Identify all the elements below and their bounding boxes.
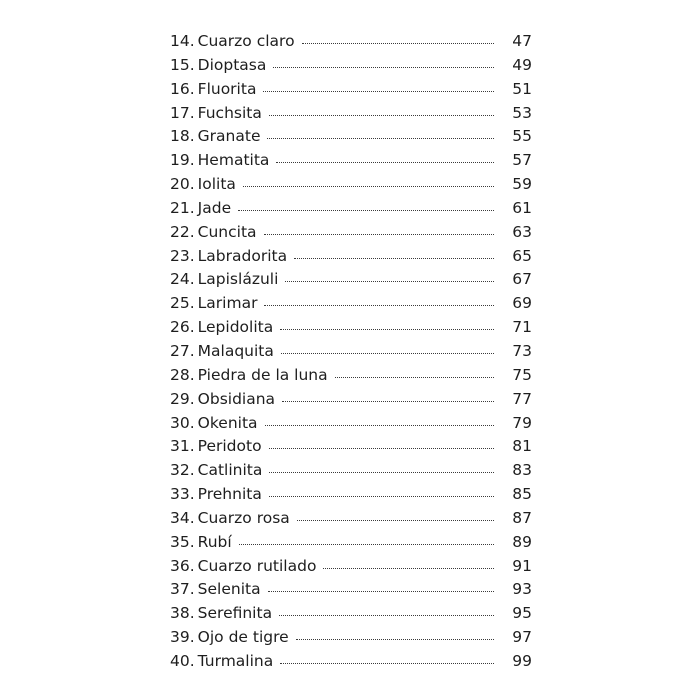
- toc-entry-number: 34.: [170, 508, 195, 527]
- toc-entry-title: Prehnita: [197, 485, 262, 504]
- toc-entry-page-number: 91: [512, 556, 532, 575]
- toc-entry: [170, 197, 532, 221]
- toc-dot-leader: [294, 257, 494, 259]
- toc-entry-page-number: 51: [512, 79, 532, 98]
- toc-dot-leader: [268, 590, 494, 592]
- toc-dot-leader: [267, 137, 494, 139]
- toc-entry-title: Iolita: [197, 175, 236, 194]
- toc-entry: [170, 316, 532, 340]
- toc-entry-number: 37.: [170, 580, 195, 599]
- toc-entry-page-number: 75: [512, 365, 532, 384]
- toc-entry-number: 30.: [170, 413, 195, 432]
- toc-entry-page-number: 87: [512, 508, 532, 527]
- toc-dot-leader: [269, 495, 494, 497]
- toc-entry-title: Fluorita: [197, 79, 257, 98]
- toc-entry-number: 20.: [170, 175, 195, 194]
- toc-dot-leader: [265, 424, 494, 426]
- toc-entry-page-number: 89: [512, 532, 532, 551]
- toc-entry-number: 23.: [170, 246, 195, 265]
- toc-entry-number: 15.: [170, 55, 195, 74]
- toc-entry-title: Jade: [197, 198, 232, 217]
- toc-entry-number: 40.: [170, 651, 195, 670]
- toc-dot-leader: [296, 638, 494, 640]
- toc-entry-title: Malaquita: [197, 341, 274, 360]
- toc-dot-leader: [269, 114, 494, 116]
- toc-entry: [170, 602, 532, 626]
- toc-entry-title: Cuarzo rutilado: [197, 556, 317, 575]
- toc-entry-page-number: 85: [512, 485, 532, 504]
- toc-entry: [170, 388, 532, 412]
- toc-entry: [170, 412, 532, 436]
- toc-entry-page-number: 93: [512, 580, 532, 599]
- toc-entry-title: Cuarzo rosa: [197, 508, 290, 527]
- toc-dot-leader: [238, 209, 494, 211]
- toc-dot-leader: [280, 662, 494, 664]
- toc-entry-title: Hematita: [197, 151, 270, 170]
- toc-entry-number: 16.: [170, 79, 195, 98]
- toc-entry: [170, 650, 532, 674]
- toc-dot-leader: [269, 471, 494, 473]
- toc-entry-title: Serefinita: [197, 604, 273, 623]
- toc-entry-title: Labradorita: [197, 246, 288, 265]
- toc-entry-number: 14.: [170, 32, 195, 50]
- toc-entry-title: Cuncita: [197, 222, 257, 241]
- table-of-contents: [170, 30, 532, 674]
- toc-entry-page-number: 67: [512, 270, 532, 289]
- toc-entry: [170, 364, 532, 388]
- toc-entry: [170, 555, 532, 579]
- toc-entry-title: Larimar: [197, 294, 258, 313]
- toc-entry: [170, 30, 532, 54]
- toc-entry-number: 21.: [170, 198, 195, 217]
- toc-entry-page-number: 49: [512, 55, 532, 74]
- toc-entry: [170, 578, 532, 602]
- toc-entry-title: Dioptasa: [197, 55, 267, 74]
- toc-entry-number: 26.: [170, 318, 195, 337]
- toc-entry-number: 28.: [170, 365, 195, 384]
- toc-entry: [170, 245, 532, 269]
- toc-entry-number: 36.: [170, 556, 195, 575]
- toc-entry-title: Fuchsita: [197, 103, 262, 122]
- toc-dot-leader: [279, 614, 494, 616]
- toc-dot-leader: [335, 376, 494, 378]
- toc-entry-title: Obsidiana: [197, 389, 276, 408]
- toc-entry-number: 17.: [170, 103, 195, 122]
- toc-entry-page-number: 71: [512, 318, 532, 337]
- toc-entry: [170, 125, 532, 149]
- toc-dot-leader: [243, 185, 494, 187]
- toc-entry-title: Peridoto: [197, 437, 262, 456]
- toc-dot-leader: [276, 161, 494, 163]
- toc-entry: [170, 531, 532, 555]
- toc-entry: [170, 221, 532, 245]
- toc-dot-leader: [239, 543, 494, 545]
- toc-entry-number: 25.: [170, 294, 195, 313]
- toc-dot-leader: [264, 304, 494, 306]
- toc-entry-page-number: 79: [512, 413, 532, 432]
- toc-entry: [170, 340, 532, 364]
- toc-entry: [170, 292, 532, 316]
- toc-entry-title: Lapislázuli: [197, 270, 279, 289]
- toc-entry-title: Piedra de la luna: [197, 365, 328, 384]
- toc-dot-leader: [297, 519, 494, 521]
- toc-entry-title: Lepidolita: [197, 318, 274, 337]
- toc-dot-leader: [302, 42, 494, 44]
- toc-entry-title: Rubí: [197, 532, 232, 551]
- toc-entry: [170, 149, 532, 173]
- toc-entry-title: Selenita: [197, 580, 261, 599]
- toc-dot-leader: [273, 66, 494, 68]
- toc-entry-page-number: 97: [512, 628, 532, 647]
- toc-entry-page-number: 57: [512, 151, 532, 170]
- toc-dot-leader: [263, 90, 494, 92]
- toc-dot-leader: [285, 280, 494, 282]
- toc-entry-number: 22.: [170, 222, 195, 241]
- toc-entry-page-number: 73: [512, 341, 532, 360]
- toc-entry: [170, 459, 532, 483]
- toc-entry-page-number: 63: [512, 222, 532, 241]
- toc-entry: [170, 78, 532, 102]
- toc-dot-leader: [281, 352, 494, 354]
- toc-dot-leader: [264, 233, 494, 235]
- toc-entry-number: 35.: [170, 532, 195, 551]
- toc-entry: [170, 102, 532, 126]
- toc-entry-number: 19.: [170, 151, 195, 170]
- toc-dot-leader: [269, 447, 494, 449]
- toc-entry-number: 18.: [170, 127, 195, 146]
- toc-entry-page-number: 69: [512, 294, 532, 313]
- toc-entry: [170, 626, 532, 650]
- toc-entry-page-number: 81: [512, 437, 532, 456]
- toc-entry-page-number: 59: [512, 175, 532, 194]
- toc-entry: [170, 54, 532, 78]
- toc-entry-title: Turmalina: [197, 651, 274, 670]
- toc-entry-title: Ojo de tigre: [197, 628, 289, 647]
- toc-entry-page-number: 47: [512, 32, 532, 50]
- toc-entry-page-number: 95: [512, 604, 532, 623]
- toc-entry-page-number: 55: [512, 127, 532, 146]
- toc-entry-page-number: 83: [512, 461, 532, 480]
- toc-entry: [170, 173, 532, 197]
- toc-dot-leader: [282, 400, 494, 402]
- toc-entry-page-number: 99: [512, 651, 532, 670]
- toc-entry-number: 27.: [170, 341, 195, 360]
- toc-entry: [170, 268, 532, 292]
- toc-entry-title: Okenita: [197, 413, 258, 432]
- toc-dot-leader: [280, 328, 494, 330]
- toc-entry-page-number: 65: [512, 246, 532, 265]
- toc-entry-page-number: 77: [512, 389, 532, 408]
- toc-entry: [170, 483, 532, 507]
- toc-entry-number: 38.: [170, 604, 195, 623]
- toc-entry-page-number: 53: [512, 103, 532, 122]
- toc-entry-number: 32.: [170, 461, 195, 480]
- toc-entry-title: Cuarzo claro: [197, 32, 295, 50]
- toc-entry-title: Granate: [197, 127, 261, 146]
- toc-entry-number: 24.: [170, 270, 195, 289]
- toc-entry: [170, 435, 532, 459]
- toc-dot-leader: [323, 567, 494, 569]
- toc-entry: [170, 507, 532, 531]
- toc-entry-number: 39.: [170, 628, 195, 647]
- toc-entry-number: 29.: [170, 389, 195, 408]
- toc-entry-number: 33.: [170, 485, 195, 504]
- toc-entry-title: Catlinita: [197, 461, 263, 480]
- toc-entry-number: 31.: [170, 437, 195, 456]
- toc-entry-page-number: 61: [512, 198, 532, 217]
